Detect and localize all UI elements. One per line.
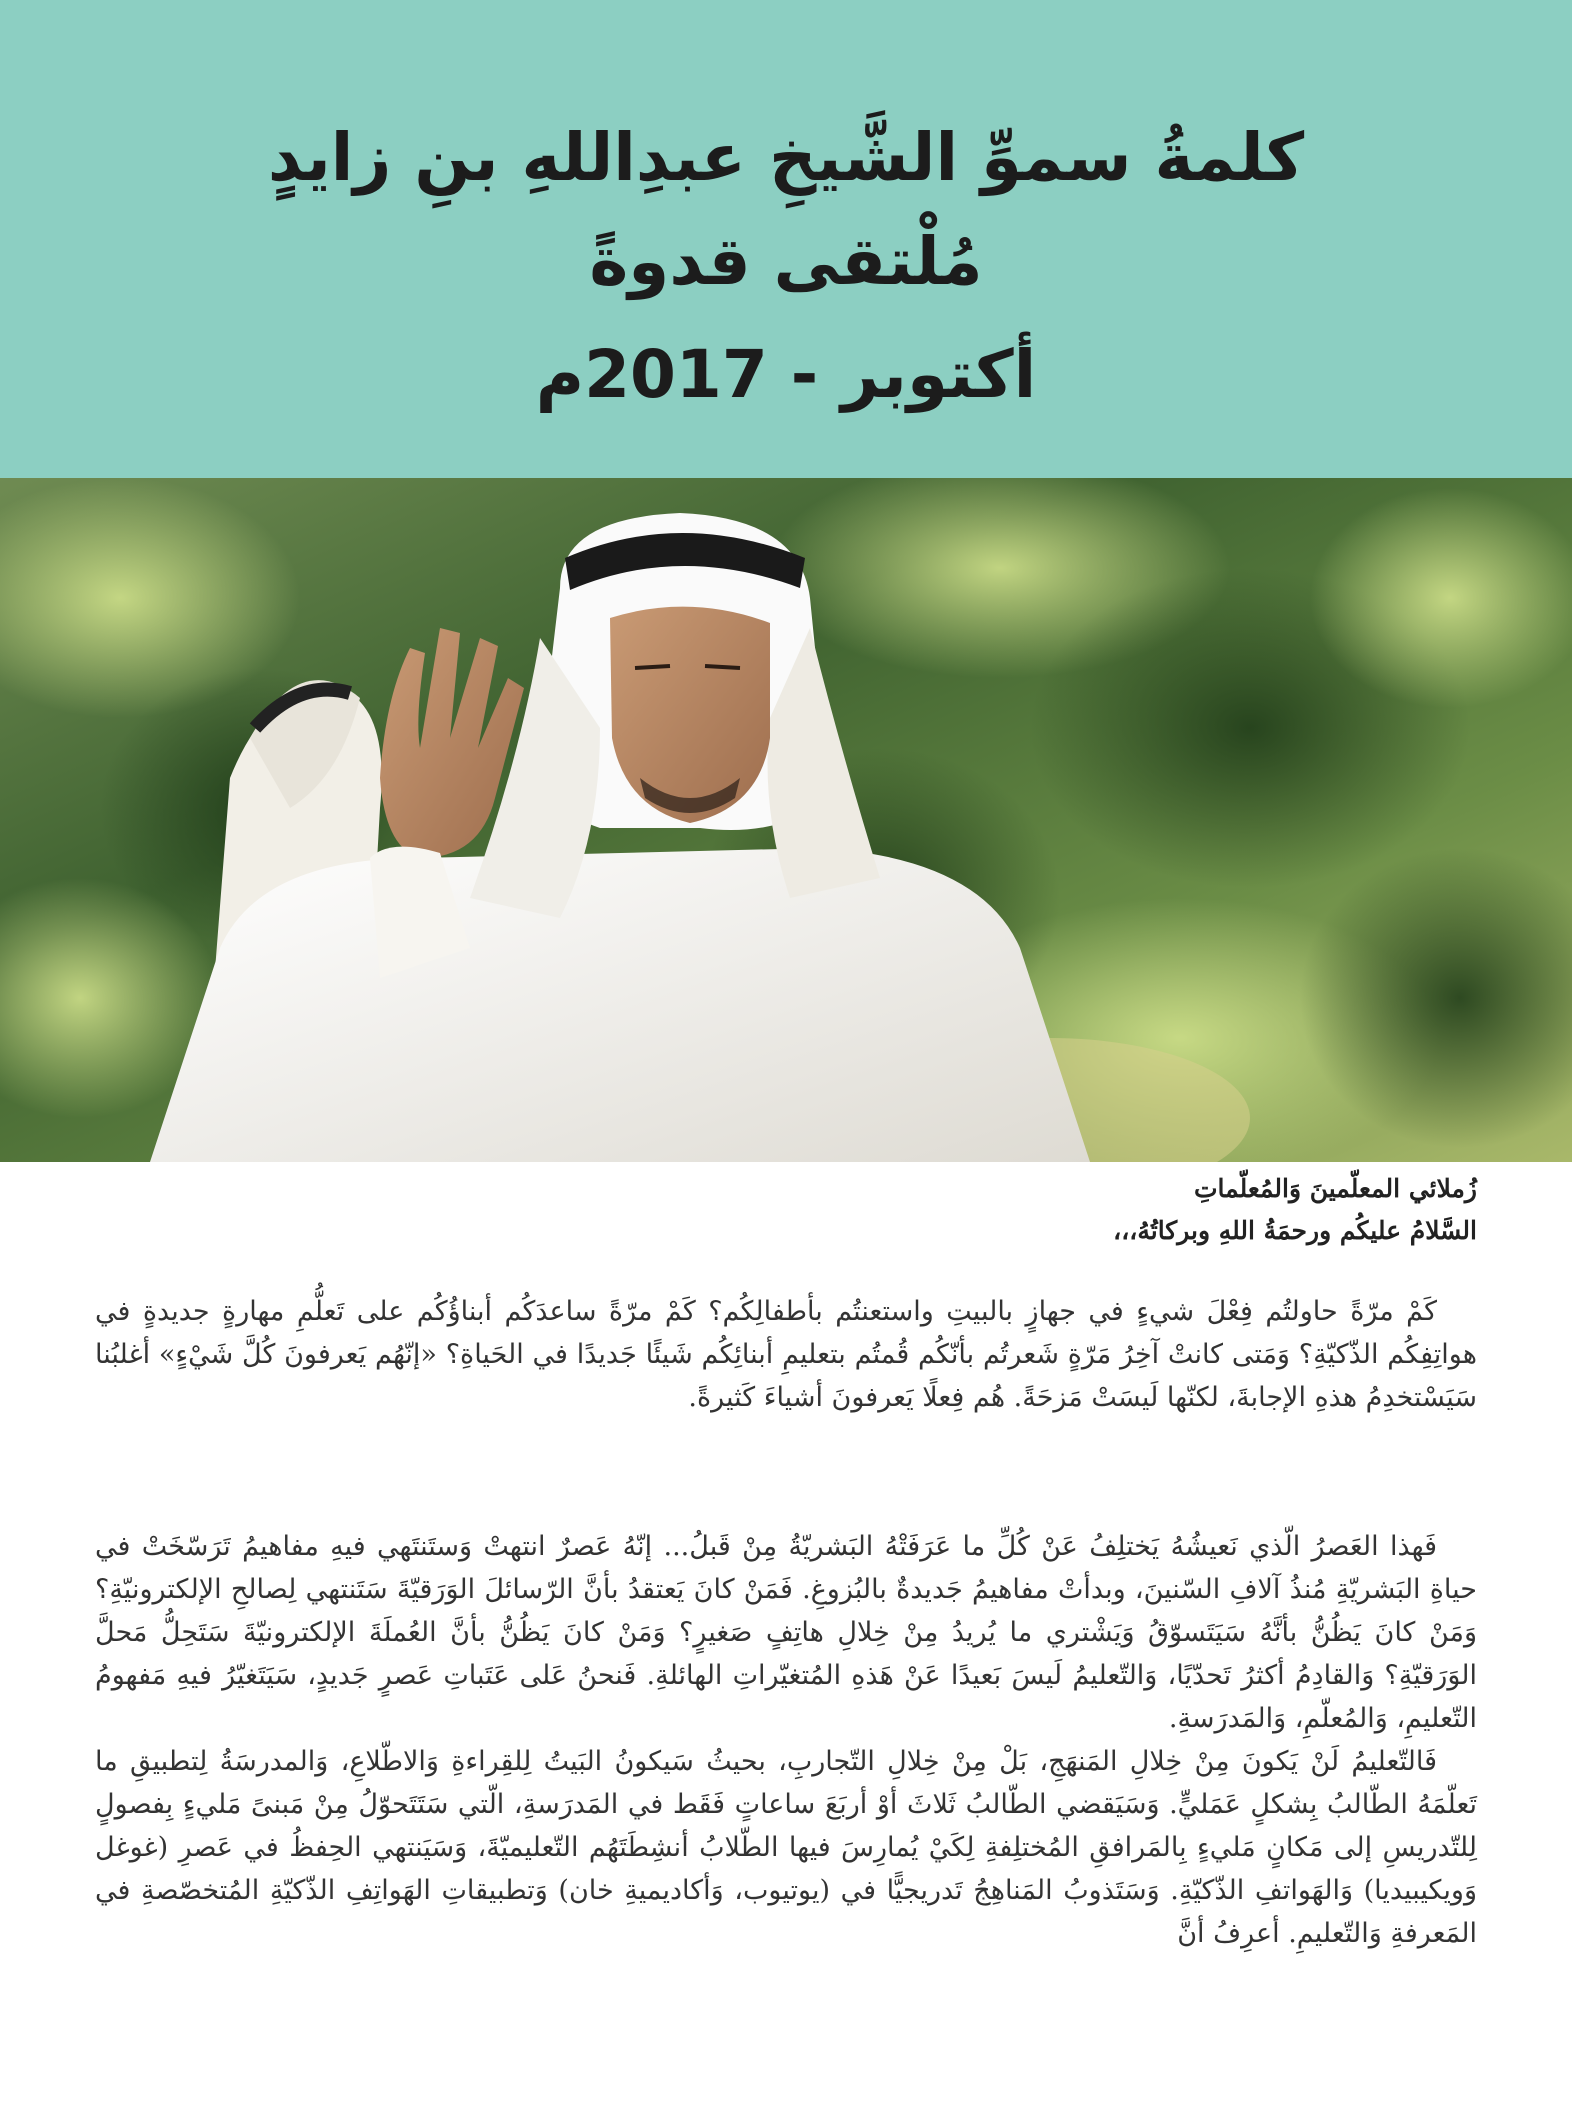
title-banner [0, 0, 1572, 478]
body-paragraph [95, 1525, 1477, 1955]
paragraph-text: فَالتّعليمُ لَنْ يَكونَ مِنْ خِلالِ المَنهَجِ، بَلْ مِنْ خِلالِ التّجاربِ، بحيثُ سَيكونُ البَيتُ لِلقِراءةِ وَالاطّلاعِ، وَالمدرسَةُ لِتطبيقِ ما تَعلّمَهُ الطّالبُ بِشكلٍ عَمَليٍّ. وَسَيَقضي الطّالبُ ثَلاثَ أوْ أربَعَ ساعاتٍ فَقَط في المَدرَسةِ، الّتي سَتَتَحوّلُ مِنْ مَبنىً مَليءٍ بِفصولٍ لِلتّدريسِ إلى مَكانٍ مَليءٍ بِالمَرافقِ المُختلِفةِ لِكَيْ يُمارِسَ فيها الطّلابُ أنشِطَتَهُم التّعليميّةَ، وَسَيَنتهي الحِفظُ في عَصرِ (غوغل وَويكيبيديا) وَالهَواتفِ الذّكيّةِ. وَسَتَذوبُ المَناهِجُ تَدريجيًّا في (يوتيوب، وَأكاديميةِ خان) وَتطبيقاتِ الهَواتِفِ الذّكيّةِ المُتخصّصةِ في المَعرفةِ وَالتّعليمِ. أعرِفُ أنَّ [95, 1746, 1477, 1949]
event-date: أكتوبر - 2017م [535, 336, 1037, 413]
title-line: كلمةُ سموِّ الشَّيخِ عبدِاللهِ بنِ زايدٍ [267, 119, 1305, 196]
event-name: مُلْتقى قدوةً [589, 223, 983, 300]
greeting-line: السَّلامُ عليكُم ورحمَةُ اللهِ وبركاتُهُ،،، [1113, 1216, 1477, 1245]
greeting-line: زُملائي المعلّمينَ وَالمُعلّماتِ [1194, 1174, 1477, 1203]
body-paragraph [95, 1290, 1477, 1419]
greeting [77, 1168, 1477, 1252]
sheikh-photo [0, 478, 1572, 1162]
paragraph-text: كَمْ مرّةً حاولتُم فِعْلَ شيءٍ في جهازٍ بالبيتِ واستعنتُم بأطفالِكُم؟ كَمْ مرّةً ساعدَكُم أبناؤُكُم على تَعلُّمِ مهارةٍ جديدةٍ في هواتِفِكُم الذّكيّةِ؟ وَمَتى كانتْ آخِرُ مَرّةٍ شَعرتُم بأنّكُم قُمتُم بتعليمِ أبنائِكُم شَيئًا جَديدًا في الحَياةِ؟ «إنّهُم يَعرفونَ كُلَّ شَيْءٍ» أغلبُنا سَيَسْتخدِمُ هذهِ الإجابةَ، لكنّها لَيسَتْ مَزحَةً. هُم فِعلًا يَعرفونَ أشياءَ كَثيرةً. [95, 1296, 1477, 1413]
paragraph-text: فَهذا العَصرُ الّذي نَعيشُهُ يَختلِفُ عَنْ كُلِّ ما عَرَفَتْهُ البَشريّةُ مِنْ قَبلُ... إنّهُ عَصرٌ انتهتْ وَستَنتَهي فيهِ مفاهيمُ تَرَسّخَتْ في حياةِ البَشريّةِ مُنذُ آلافِ السّنينَ، وبدأتْ مفاهيمُ جَديدةٌ بالبُزوغِ. فَمَنْ كانَ يَعتقدُ بأنَّ الرّسائلَ الوَرَقيّةَ سَتَنتهي لِصالحِ الإلكترونيّةِ؟ وَمَنْ كانَ يَظُنُّ بأنَّهُ سَيَتَسوّقُ وَيَشْتري ما يُريدُ مِنْ خِلالِ هاتِفٍ صَغيرٍ؟ وَمَنْ كانَ يَظُنُّ بأنَّ العُملَةَ الإلكترونيّةَ سَتَحِلُّ مَحلَّ الوَرَقيّةِ؟ وَالقادِمُ أكثرُ تَحدّيًا، وَالتّعليمُ لَيسَ بَعيدًا عَنْ هَذهِ المُتغيّراتِ الهائلةِ. فَنحنُ عَلى عَتَباتِ عَصرٍ جَديدٍ، سَيَتَغيّرُ فيهِ مَفهومُ التّعليمِ، وَالمُعلّمِ، وَالمَدرَسةِ. [95, 1531, 1478, 1734]
